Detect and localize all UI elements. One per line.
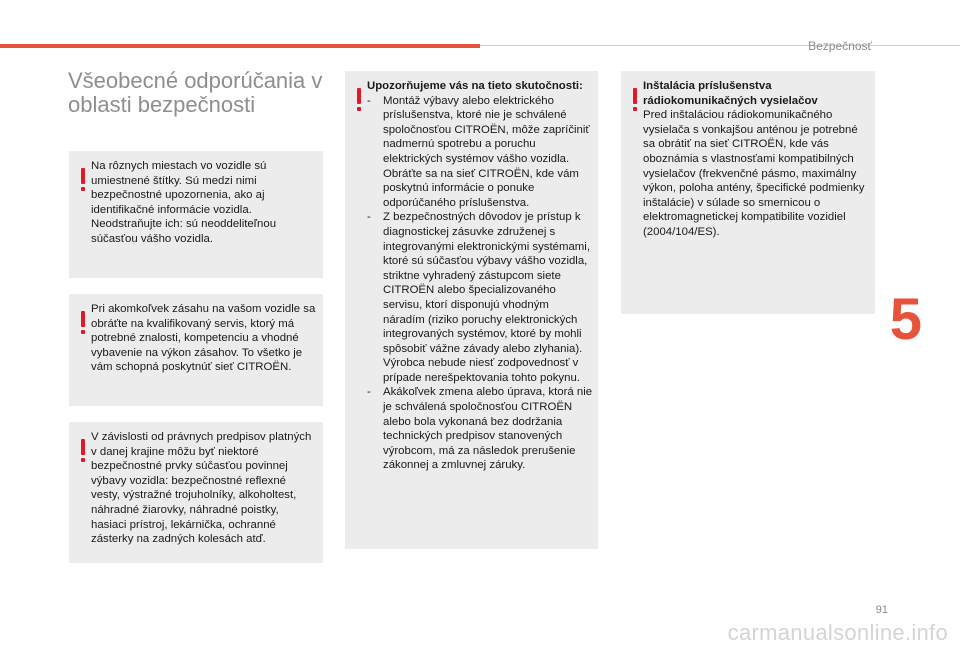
- page-title: Všeobecné odporúčania v oblasti bezpečnosti: [68, 68, 323, 117]
- radio-heading: Inštalácia príslušenstva rádiokomunikačných vysielačov: [643, 80, 818, 107]
- page-number: 91: [875, 604, 888, 616]
- list-item-text: Akákoľvek zmena alebo úprava, ktorá nie je schválená spoločnosťou CITROËN alebo bola vykonaná bez dodržania technických predpisov stanovených výrobcom, má za následok prerušenie zákonnej a zmluvnej záruky.: [383, 386, 593, 472]
- warning-box-labels: [69, 151, 323, 278]
- warning-text: V závislosti od právnych predpisov platných v danej krajine môžu byť niektoré bezpečnostné prvky súčasťou povinnej výbavy vozidla: bezpečnostné reflexné vesty, výstražné trojuholníky, alkoholtest, náhradné žiarovky, náhradné poistky, hasiaci prístroj, lekárnička, ochranné zásterky na zadných kolesách atď.: [91, 431, 312, 546]
- warning-icon: [78, 168, 88, 192]
- warning-box-service: [69, 294, 323, 406]
- warning-box-notice: [345, 71, 598, 549]
- list-dash: -: [367, 94, 371, 107]
- list-item-text: Z bezpečnostných dôvodov je prístup k diagnostickej zásuvke združenej s integrovanými elektronickými systémami, ktoré sú súčasťou výbavy vášho vozidla, striktne vyhradený zástupcom siete CITROËN alebo špecializovaného servisu, ktorí disponujú vhodným náradím (riziko poruchy elektronických integrovaných systémov, ktoré by mohli spôsobiť vážne závady alebo zlyhania). Výrobca nebude niesť zodpovednosť v prípade nerešpektovania tohto pokynu.: [383, 211, 590, 384]
- list-dash: -: [367, 386, 371, 399]
- warning-icon: [630, 88, 640, 112]
- header-rule: [480, 45, 960, 46]
- list-dash: -: [367, 211, 371, 224]
- list-item: [367, 94, 593, 211]
- radio-text: Pred inštaláciou rádiokomunikačného vysielača s vonkajšou anténou je potrebné sa obrátiť na sieť CITROËN, kde vás oboznámia s vlastnosťami kompatibilných vysielačov (frekvenčné pásmo, maximálny výkon, poloha antény, špecifické podmienky inštalácie) v súlade so smernicou o elektromagnetickej kompatibilite vozidiel (2004/104/ES).: [643, 109, 865, 238]
- warning-box-mandatory-equipment: [69, 422, 323, 563]
- notice-heading: Upozorňujeme vás na tieto skutočnosti:: [367, 80, 583, 92]
- list-item: [367, 385, 593, 473]
- list-item: [367, 210, 593, 385]
- warning-text: Pri akomkoľvek zásahu na vašom vozidle sa obráťte na kvalifikovaný servis, ktorý má potrebné znalosti, kompetenciu a vhodné vybavenie na výkon zásahov. To všetko je vám schopná poskytnúť sieť CITROËN.: [91, 303, 316, 374]
- watermark: carmanualsonline.info: [727, 620, 948, 645]
- warning-icon: [78, 311, 88, 335]
- chapter-number: 5: [889, 287, 922, 352]
- section-name: Bezpečnosť: [808, 39, 872, 53]
- warning-icon: [78, 439, 88, 463]
- notice-list: [367, 94, 593, 473]
- warning-box-radio-transmitters: [621, 71, 875, 314]
- list-item-text: Montáž výbavy alebo elektrického príslušenstva, ktoré nie je schválené spoločnosťou CITROËN, môže zapríčiniť nadmernú spotrebu a poruchu elektrických systémov vášho vozidla. Obráťte sa na sieť CITROËN, kde vám poskytnú informácie o ponuke odporúčaného príslušenstva.: [383, 94, 590, 209]
- warning-text: Na rôznych miestach vo vozidle sú umiestnené štítky. Sú medzi nimi bezpečnostné upozornenia, ako aj identifikačné informácie vozidla. Neodstraňujte ich: sú neoddeliteľnou súčasťou vášho vozidla.: [91, 160, 277, 245]
- warning-icon: [354, 88, 364, 112]
- header-accent-bar: [0, 44, 480, 48]
